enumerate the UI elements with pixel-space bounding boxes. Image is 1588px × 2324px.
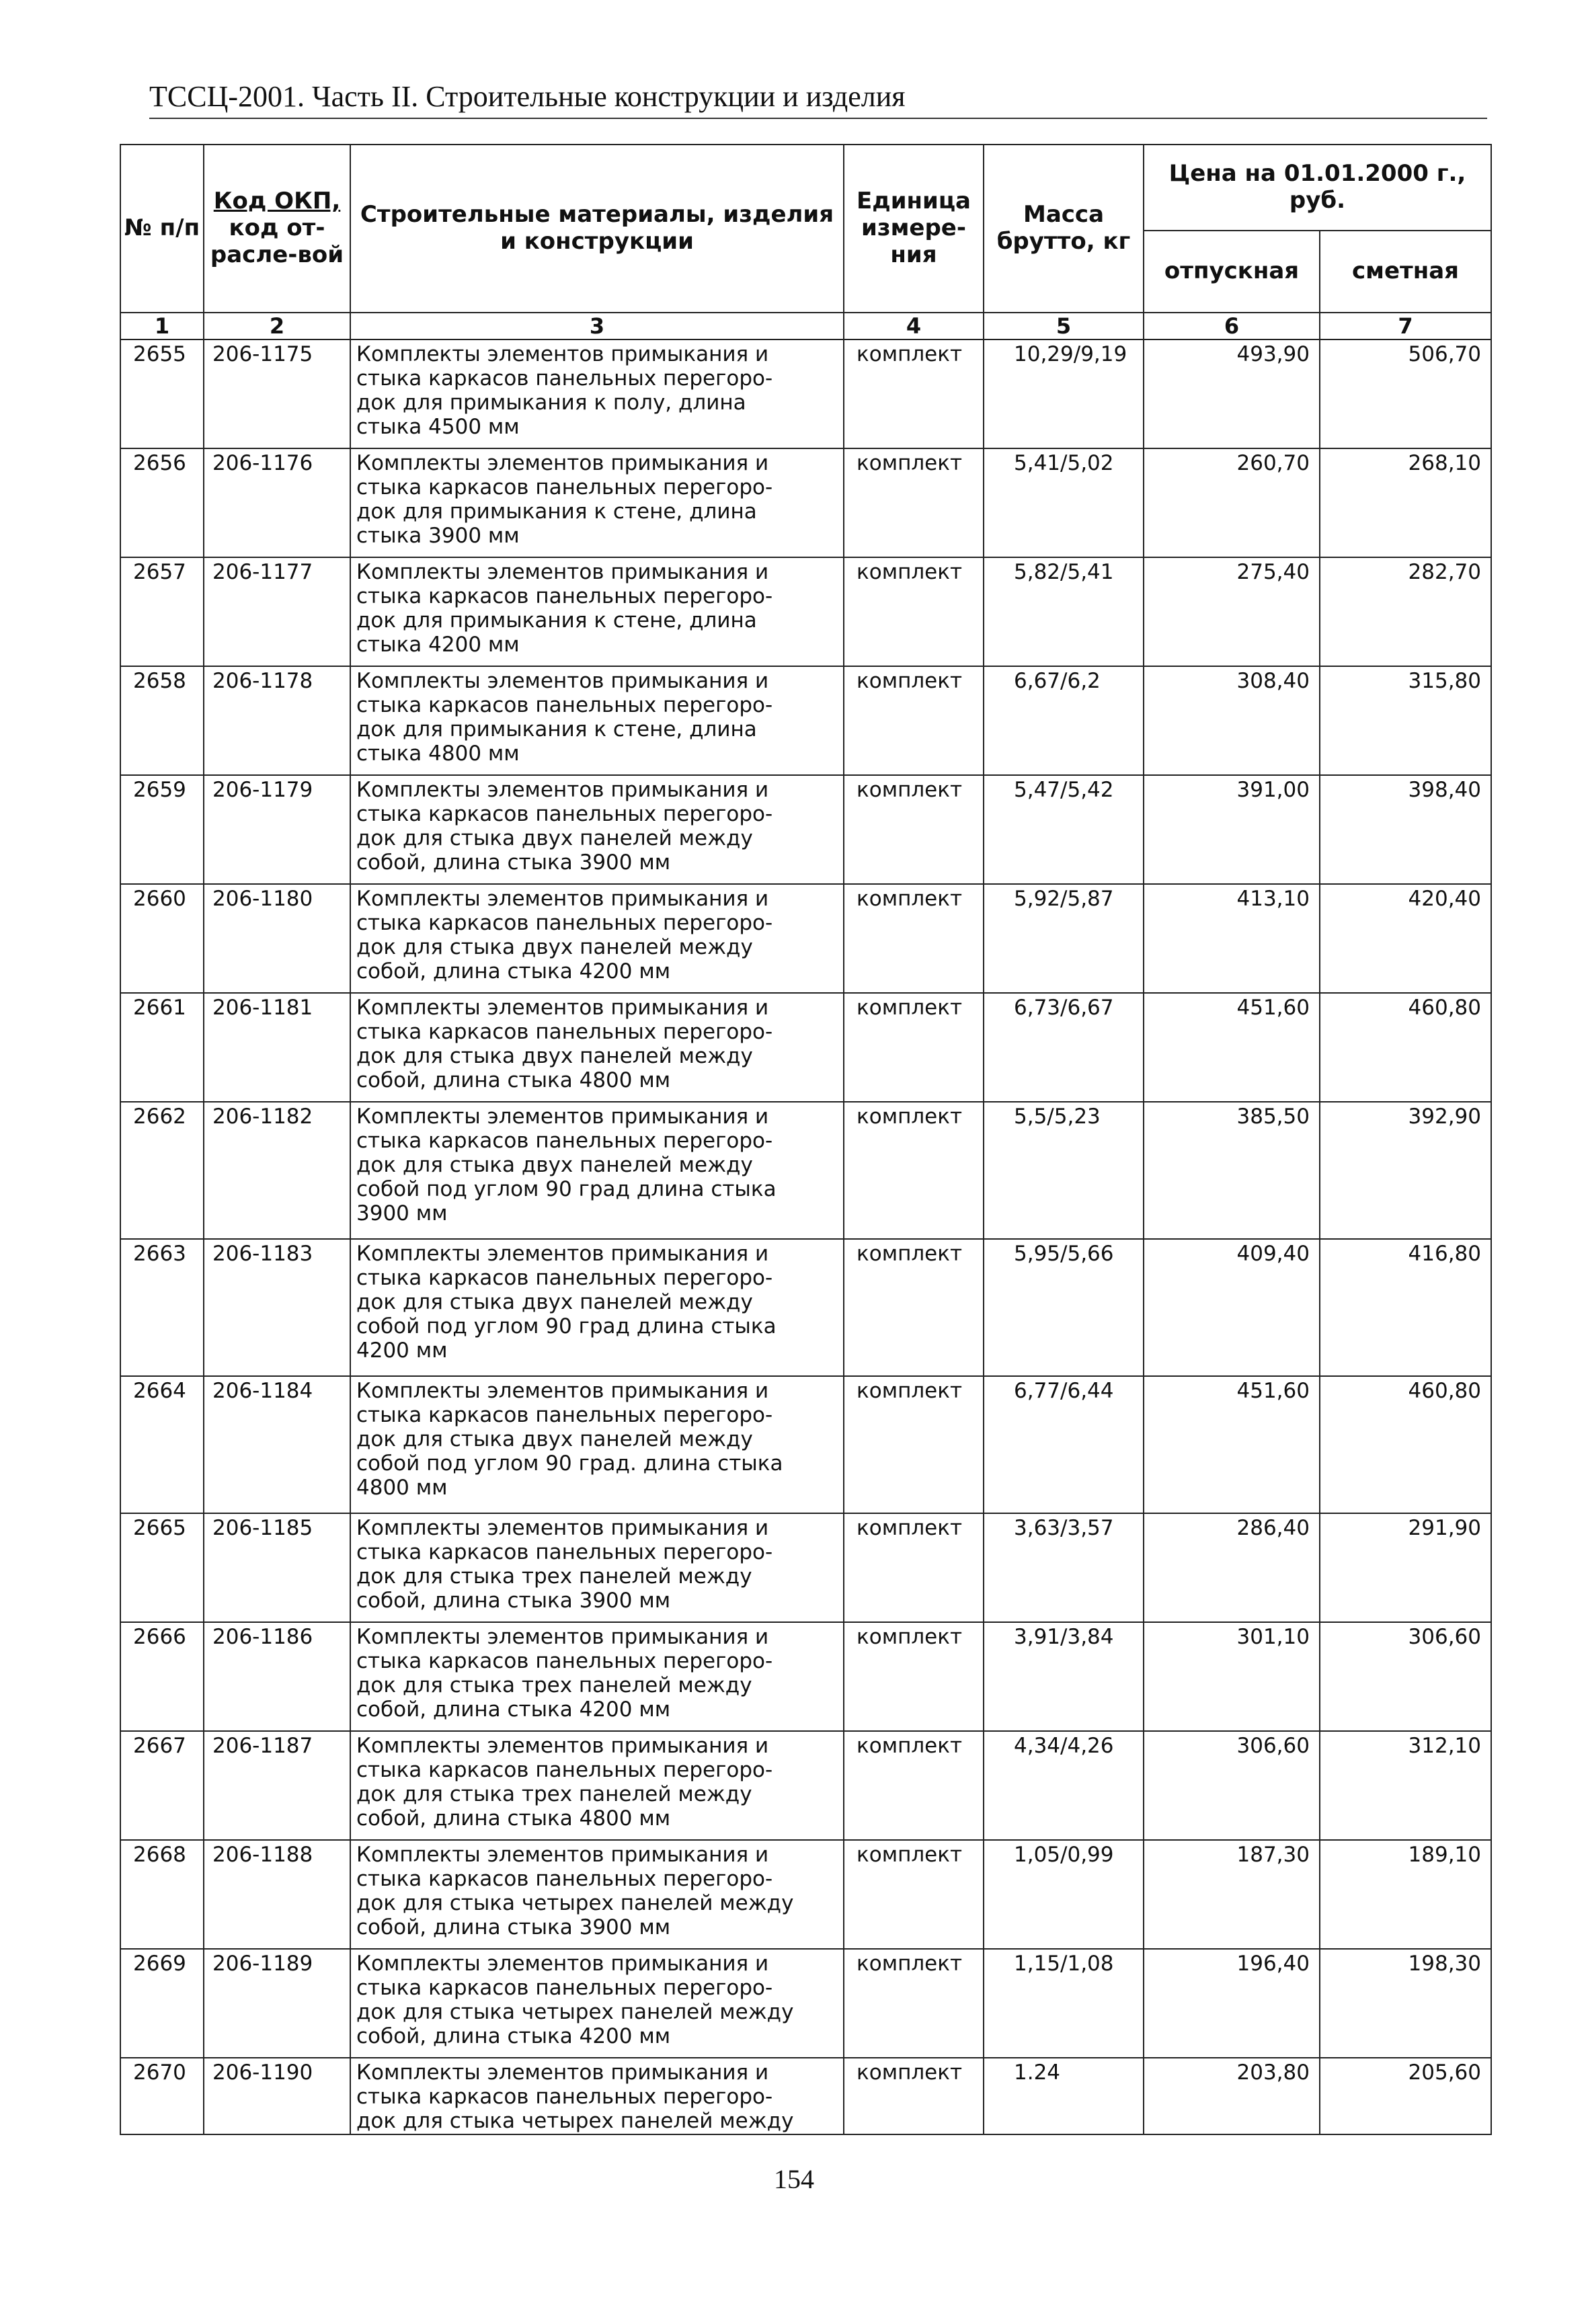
cell-name-line: стыка каркасов панельных перегоро- (356, 1975, 773, 2000)
cell-code: 206-1175 (204, 339, 350, 448)
cell-name-line: собой под углом 90 град. длина стыка (356, 1451, 783, 1476)
cell-unit: комплект (844, 993, 984, 1102)
cell-name-line: собой, длина стыка 4200 мм (356, 1697, 671, 1722)
cell-price: 385,50 (1144, 1102, 1320, 1239)
header-num: № п/п (120, 145, 204, 313)
cell-num: 2666 (120, 1622, 204, 1731)
col-number-3: 3 (350, 313, 844, 339)
cell-name (350, 1102, 844, 1239)
cell-name-line: док для стыка трех панелей между (356, 1673, 752, 1697)
cell-name-line: Комплекты элементов примыкания и (356, 342, 769, 366)
cell-mass: 3,91/3,84 (984, 1622, 1144, 1731)
table-row (120, 1376, 1491, 1513)
cell-unit: комплект (844, 1513, 984, 1622)
cell-price: 260,70 (1144, 448, 1320, 557)
cell-num: 2661 (120, 993, 204, 1102)
table-row (120, 339, 1491, 448)
cell-mass: 1.24 (984, 2058, 1144, 2134)
cell-name-line: стыка 3900 мм (356, 523, 520, 548)
cell-name-line: собой под углом 90 град длина стыка (356, 1314, 777, 1338)
cell-name-line: собой, длина стыка 4200 мм (356, 959, 671, 984)
cell-name-line: Комплекты элементов примыкания и (356, 451, 769, 475)
cell-name-line: собой, длина стыка 4800 мм (356, 1068, 671, 1092)
cell-name-line: 3900 мм (356, 1201, 448, 1226)
cell-cost: 460,80 (1320, 1376, 1491, 1513)
cell-name-line: док для примыкания к стене, длина (356, 717, 757, 742)
col-number-4: 4 (844, 313, 984, 339)
cell-name-line: стыка каркасов панельных перегоро- (356, 801, 773, 826)
cell-cost: 398,40 (1320, 775, 1491, 884)
cell-unit: комплект (844, 1239, 984, 1376)
cell-num: 2657 (120, 557, 204, 666)
cell-price: 451,60 (1144, 1376, 1320, 1513)
cell-num: 2668 (120, 1840, 204, 1949)
cell-unit: комплект (844, 1840, 984, 1949)
cell-price: 203,80 (1144, 2058, 1320, 2134)
cell-price: 413,10 (1144, 884, 1320, 993)
cell-num: 2663 (120, 1239, 204, 1376)
cell-name (350, 448, 844, 557)
cell-cost: 416,80 (1320, 1239, 1491, 1376)
cell-name-line: стыка каркасов панельных перегоро- (356, 475, 773, 499)
cell-name-line: Комплекты элементов примыкания и (356, 1105, 769, 1129)
cell-mass: 1,05/0,99 (984, 1840, 1144, 1949)
cell-num: 2656 (120, 448, 204, 557)
cell-cost: 268,10 (1320, 448, 1491, 557)
cell-cost: 420,40 (1320, 884, 1491, 993)
cell-num: 2658 (120, 666, 204, 775)
cell-name-line: Комплекты элементов примыкания и (356, 887, 769, 911)
cell-name-line: стыка каркасов панельных перегоро- (356, 1539, 773, 1564)
table-row (120, 884, 1491, 993)
cell-name-line: док для стыка двух панелей между (356, 1289, 753, 1314)
cell-num: 2664 (120, 1376, 204, 1513)
page-header-title: ТССЦ-2001. Часть II. Строительные конструкции и изделия (149, 79, 1487, 119)
cell-price: 187,30 (1144, 1840, 1320, 1949)
cell-code: 206-1186 (204, 1622, 350, 1731)
cell-name-line: стыка каркасов панельных перегоро- (356, 1128, 773, 1153)
cell-name-line: Комплекты элементов примыкания и (356, 2060, 769, 2085)
cell-unit: комплект (844, 1622, 984, 1731)
cell-name-line: док для стыка четырех панелей между (356, 1999, 794, 2024)
cell-cost: 205,60 (1320, 2058, 1491, 2134)
cell-unit: комплект (844, 1949, 984, 2058)
cell-code: 206-1190 (204, 2058, 350, 2134)
cell-name-line: стыка каркасов панельных перегоро- (356, 366, 773, 391)
table-row (120, 448, 1491, 557)
col-number-5: 5 (984, 313, 1144, 339)
cell-name-line: стыка каркасов панельных перегоро- (356, 1757, 773, 1782)
cell-name-line: Комплекты элементов примыкания и (356, 1379, 769, 1403)
header-mass: Масса брутто, кг (984, 145, 1144, 313)
cell-mass: 6,77/6,44 (984, 1376, 1144, 1513)
cell-unit: комплект (844, 775, 984, 884)
header-price: отпускная (1144, 231, 1320, 313)
cell-name (350, 1949, 844, 2058)
cell-num: 2669 (120, 1949, 204, 2058)
cell-name-line: Комплекты элементов примыкания и (356, 1952, 769, 1976)
cell-price: 409,40 (1144, 1239, 1320, 1376)
cell-price: 286,40 (1144, 1513, 1320, 1622)
cell-price: 306,60 (1144, 1731, 1320, 1840)
cell-name-line: стыка каркасов панельных перегоро- (356, 1402, 773, 1427)
cell-cost: 312,10 (1320, 1731, 1491, 1840)
header-code-top: Код ОКП, (213, 188, 341, 215)
price-table (120, 144, 1492, 2135)
cell-name (350, 1840, 844, 1949)
cell-name-line: док для стыка трех панелей между (356, 1564, 752, 1589)
cell-name (350, 993, 844, 1102)
cell-code: 206-1180 (204, 884, 350, 993)
cell-code: 206-1185 (204, 1513, 350, 1622)
table-row (120, 1622, 1491, 1731)
cell-name-line: Комплекты элементов примыкания и (356, 1843, 769, 1867)
cell-unit: комплект (844, 1376, 984, 1513)
cell-mass: 5,82/5,41 (984, 557, 1144, 666)
table-row (120, 993, 1491, 1102)
cell-name-line: собой, длина стыка 4800 мм (356, 1806, 671, 1831)
col-number-7: 7 (1320, 313, 1491, 339)
cell-name-line: стыка 4200 мм (356, 632, 520, 657)
cell-mass: 6,73/6,67 (984, 993, 1144, 1102)
cell-mass: 4,34/4,26 (984, 1731, 1144, 1840)
cell-cost: 282,70 (1320, 557, 1491, 666)
cell-code: 206-1178 (204, 666, 350, 775)
cell-name (350, 666, 844, 775)
cell-name-line: док для стыка трех панелей между (356, 1781, 752, 1806)
cell-name-line: Комплекты элементов примыкания и (356, 1625, 769, 1649)
cell-name-line: стыка каркасов панельных перегоро- (356, 910, 773, 935)
cell-name-line: стыка каркасов панельных перегоро- (356, 1265, 773, 1290)
cell-name (350, 1513, 844, 1622)
cell-mass: 5,92/5,87 (984, 884, 1144, 993)
cell-unit: комплект (844, 1102, 984, 1239)
cell-unit: комплект (844, 666, 984, 775)
cell-name-line: стыка 4800 мм (356, 741, 520, 766)
header-name: Строительные материалы, изделия и конструкции (350, 145, 844, 313)
header-cost: сметная (1320, 231, 1491, 313)
cell-name-line: док для примыкания к полу, длина (356, 390, 746, 415)
table-row (120, 1949, 1491, 2058)
cell-name-line: стыка каркасов панельных перегоро- (356, 1866, 773, 1891)
cell-cost: 460,80 (1320, 993, 1491, 1102)
cell-cost: 291,90 (1320, 1513, 1491, 1622)
cell-name-line: док для стыка двух панелей между (356, 826, 753, 850)
cell-code: 206-1183 (204, 1239, 350, 1376)
cell-name-line: собой, длина стыка 3900 мм (356, 850, 671, 875)
cell-price: 196,40 (1144, 1949, 1320, 2058)
cell-mass: 10,29/9,19 (984, 339, 1144, 448)
cell-name-line: док для стыка двух панелей между (356, 934, 753, 959)
cell-name-line: собой под углом 90 град длина стыка (356, 1176, 777, 1201)
cell-mass: 1,15/1,08 (984, 1949, 1144, 2058)
cell-name (350, 775, 844, 884)
col-number-1: 1 (120, 313, 204, 339)
cell-num: 2655 (120, 339, 204, 448)
table-body (120, 339, 1491, 2134)
cell-cost: 189,10 (1320, 1840, 1491, 1949)
cell-name-line: Комплекты элементов примыкания и (356, 1242, 769, 1266)
cell-cost: 315,80 (1320, 666, 1491, 775)
header-code (204, 145, 350, 313)
cell-name-line: Комплекты элементов примыкания и (356, 1516, 769, 1540)
cell-name-line: док для примыкания к стене, длина (356, 499, 757, 524)
cell-unit: комплект (844, 557, 984, 666)
cell-code: 206-1184 (204, 1376, 350, 1513)
cell-num: 2670 (120, 2058, 204, 2134)
cell-name-line: Комплекты элементов примыкания и (356, 778, 769, 802)
table-row (120, 1731, 1491, 1840)
cell-unit: комплект (844, 2058, 984, 2134)
table-row (120, 1513, 1491, 1622)
cell-name (350, 884, 844, 993)
table-row (120, 775, 1491, 884)
col-number-2: 2 (204, 313, 350, 339)
cell-name-line: Комплекты элементов примыкания и (356, 996, 769, 1020)
table-row (120, 2058, 1491, 2134)
cell-name-line: Комплекты элементов примыкания и (356, 1734, 769, 1758)
cell-num: 2659 (120, 775, 204, 884)
cell-code: 206-1182 (204, 1102, 350, 1239)
cell-name (350, 2058, 844, 2134)
cell-name-line: стыка каркасов панельных перегоро- (356, 692, 773, 717)
cell-name-line: док для стыка четырех панелей между (356, 2108, 794, 2133)
cell-name (350, 1731, 844, 1840)
cell-name (350, 1622, 844, 1731)
header-unit: Единица измере-ния (844, 145, 984, 313)
cell-code: 206-1187 (204, 1731, 350, 1840)
cell-name-line: стыка 4500 мм (356, 414, 520, 439)
cell-name-line: док для стыка четырех панелей между (356, 1890, 794, 1915)
table-row (120, 1840, 1491, 1949)
page-number: 154 (774, 2164, 814, 2194)
cell-cost: 392,90 (1320, 1102, 1491, 1239)
cell-mass: 5,5/5,23 (984, 1102, 1144, 1239)
header-code-bottom: код от-расле-вой (210, 214, 344, 268)
cell-code: 206-1188 (204, 1840, 350, 1949)
cell-name-line: док для примыкания к стене, длина (356, 608, 757, 633)
cell-unit: комплект (844, 339, 984, 448)
cell-unit: комплект (844, 448, 984, 557)
cell-unit: комплект (844, 884, 984, 993)
cell-name-line: стыка каркасов панельных перегоро- (356, 1019, 773, 1044)
cell-num: 2667 (120, 1731, 204, 1840)
cell-cost: 198,30 (1320, 1949, 1491, 2058)
cell-mass: 5,47/5,42 (984, 775, 1144, 884)
cell-name (350, 339, 844, 448)
cell-price: 391,00 (1144, 775, 1320, 884)
cell-name-line: док для стыка двух панелей между (356, 1427, 753, 1451)
cell-num: 2660 (120, 884, 204, 993)
cell-name (350, 1376, 844, 1513)
cell-name-line: док для стыка двух панелей между (356, 1152, 753, 1177)
cell-price: 493,90 (1144, 339, 1320, 448)
cell-mass: 6,67/6,2 (984, 666, 1144, 775)
table-row (120, 557, 1491, 666)
cell-code: 206-1176 (204, 448, 350, 557)
cell-price: 451,60 (1144, 993, 1320, 1102)
cell-price: 308,40 (1144, 666, 1320, 775)
cell-name-line: собой, длина стыка 3900 мм (356, 1588, 671, 1613)
cell-name-line: собой, длина стыка 3900 мм (356, 1915, 671, 1939)
table-row (120, 666, 1491, 775)
cell-name (350, 557, 844, 666)
cell-code: 206-1179 (204, 775, 350, 884)
cell-code: 206-1189 (204, 1949, 350, 2058)
cell-mass: 5,95/5,66 (984, 1239, 1144, 1376)
cell-num: 2665 (120, 1513, 204, 1622)
cell-num: 2662 (120, 1102, 204, 1239)
cell-cost: 506,70 (1320, 339, 1491, 448)
cell-name-line: собой, длина стыка 4200 мм (356, 2024, 671, 2048)
cell-name-line: док для стыка двух панелей между (356, 1043, 753, 1068)
cell-name-line: Комплекты элементов примыкания и (356, 669, 769, 693)
cell-name (350, 1239, 844, 1376)
cell-name-line: стыка каркасов панельных перегоро- (356, 2084, 773, 2109)
table-row (120, 1239, 1491, 1376)
col-number-6: 6 (1144, 313, 1320, 339)
cell-price: 301,10 (1144, 1622, 1320, 1731)
cell-name-line: 4800 мм (356, 1475, 448, 1500)
cell-code: 206-1181 (204, 993, 350, 1102)
cell-name-line: стыка каркасов панельных перегоро- (356, 584, 773, 608)
cell-unit: комплект (844, 1731, 984, 1840)
cell-price: 275,40 (1144, 557, 1320, 666)
cell-code: 206-1177 (204, 557, 350, 666)
cell-name-line: Комплекты элементов примыкания и (356, 560, 769, 584)
header-price-group: Цена на 01.01.2000 г., руб. (1144, 145, 1491, 231)
cell-cost: 306,60 (1320, 1622, 1491, 1731)
cell-name-line: стыка каркасов панельных перегоро- (356, 1648, 773, 1673)
table-row (120, 1102, 1491, 1239)
cell-name-line: 4200 мм (356, 1338, 448, 1363)
cell-mass: 3,63/3,57 (984, 1513, 1144, 1622)
cell-mass: 5,41/5,02 (984, 448, 1144, 557)
